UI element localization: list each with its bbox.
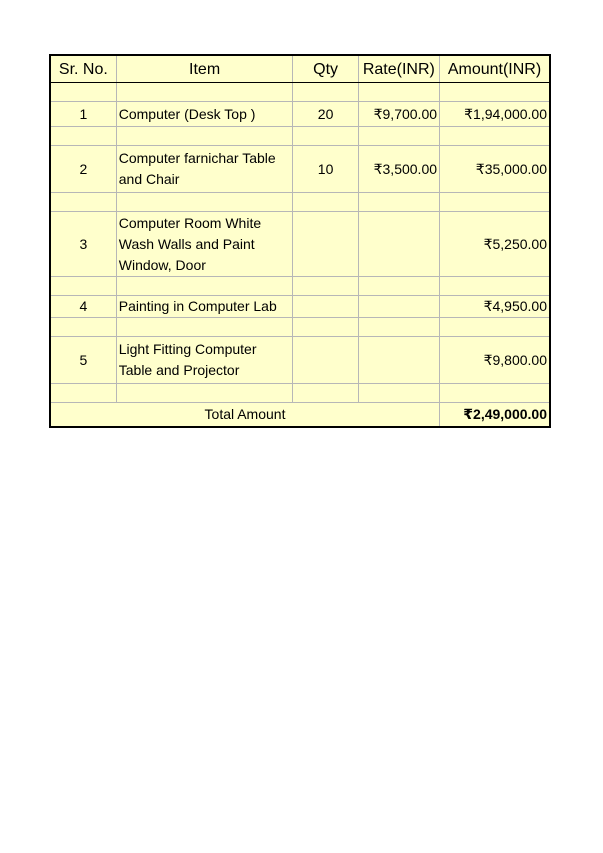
table-row	[50, 212, 550, 277]
header-item: Item	[116, 55, 293, 83]
row-rate	[358, 212, 439, 277]
spacer-row	[50, 384, 550, 403]
row-rate	[358, 337, 439, 384]
budget-table	[49, 54, 551, 428]
header-sr-no: Sr. No.	[50, 55, 116, 83]
row-qty	[293, 337, 358, 384]
row-qty: 10	[293, 146, 358, 193]
row-amount: ₹35,000.00	[440, 146, 550, 193]
row-sr-no: 1	[50, 102, 116, 127]
spacer-row	[50, 127, 550, 146]
row-qty	[293, 212, 358, 277]
row-rate: ₹9,700.00	[358, 102, 439, 127]
row-rate	[358, 296, 439, 318]
budget-sheet	[49, 54, 551, 428]
row-amount: ₹9,800.00	[440, 337, 550, 384]
spacer-row	[50, 318, 550, 337]
row-sr-no: 5	[50, 337, 116, 384]
row-item: Computer farnichar Table and Chair	[116, 146, 293, 193]
header-row	[50, 55, 550, 83]
row-amount: ₹1,94,000.00	[440, 102, 550, 127]
row-item: Computer Room White Wash Walls and Paint Window, Door	[116, 212, 293, 277]
spacer-row	[50, 83, 550, 102]
header-qty: Qty	[293, 55, 358, 83]
row-item: Painting in Computer Lab	[116, 296, 293, 318]
row-amount: ₹5,250.00	[440, 212, 550, 277]
row-rate: ₹3,500.00	[358, 146, 439, 193]
row-sr-no: 3	[50, 212, 116, 277]
header-amount: Amount(INR)	[440, 55, 550, 83]
row-amount: ₹4,950.00	[440, 296, 550, 318]
table-row	[50, 102, 550, 127]
row-sr-no: 2	[50, 146, 116, 193]
spacer-row	[50, 193, 550, 212]
row-item: Computer (Desk Top )	[116, 102, 293, 127]
table-row	[50, 296, 550, 318]
total-row	[50, 403, 550, 428]
row-qty	[293, 296, 358, 318]
header-rate: Rate(INR)	[358, 55, 439, 83]
total-value: ₹2,49,000.00	[440, 403, 550, 428]
table-row	[50, 337, 550, 384]
table-row	[50, 146, 550, 193]
row-sr-no: 4	[50, 296, 116, 318]
row-qty: 20	[293, 102, 358, 127]
total-label: Total Amount	[50, 403, 440, 428]
row-item: Light Fitting Computer Table and Projector	[116, 337, 293, 384]
spacer-row	[50, 277, 550, 296]
